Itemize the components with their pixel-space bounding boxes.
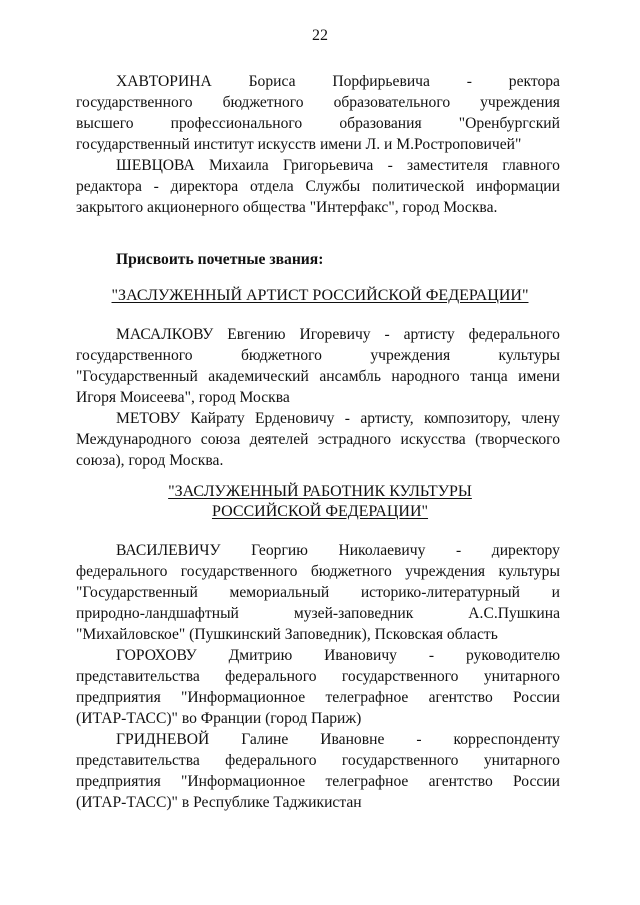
word: Галине: [241, 731, 289, 748]
word: Николаевичу: [338, 542, 426, 559]
word: Ивановне: [320, 731, 385, 748]
word: А.С.Пушкина: [468, 605, 560, 622]
gorokhov-line-1: [116, 646, 560, 666]
word: музей-заповедник: [293, 605, 414, 622]
word: главного: [502, 157, 560, 174]
shevtsov-line-1: [116, 156, 560, 176]
word: агентство: [428, 689, 493, 706]
word: Георгию: [251, 542, 308, 559]
word: агентство: [428, 773, 493, 790]
word: предприятия: [76, 689, 161, 706]
gridneva-line-2: [76, 751, 560, 771]
word: учреждения: [480, 94, 560, 111]
word: "Государственный: [76, 368, 198, 385]
word: "Информационное: [181, 773, 306, 790]
khavtorina-line-4: государственный институт искусств имени Л. и М.Ростроповичей": [76, 136, 522, 153]
khavtorina-line-3: [76, 114, 560, 134]
word: Ерденовичу: [255, 410, 335, 427]
word: Международного: [76, 431, 192, 448]
word: -: [153, 178, 159, 195]
word: мемориальный: [229, 584, 330, 601]
word: бюджетного: [310, 563, 392, 580]
word: унитарного: [483, 752, 560, 769]
word: России: [512, 689, 560, 706]
word: члену: [521, 410, 560, 427]
vasilevich-line-1: [116, 541, 560, 561]
vasilevich-line-4: [76, 604, 560, 624]
word: ШЕВЦОВА: [116, 157, 195, 174]
khavtorina-line-2: [76, 93, 560, 113]
word: федерального: [468, 326, 560, 343]
word: ХАВТОРИНА: [116, 73, 212, 90]
word: Ивановичу: [324, 647, 397, 664]
word: -: [387, 157, 393, 174]
page-number: 22: [312, 27, 328, 44]
word: федерального: [76, 563, 168, 580]
gorokhov-line-3: [76, 688, 560, 708]
word: предприятия: [76, 773, 161, 790]
word: политической: [372, 178, 465, 195]
khavtorina-line-1: [116, 72, 560, 92]
vasilevich-line-5: "Михайловское" (Пушкинский Заповедник), Псковская область: [76, 626, 498, 643]
word: профессионального: [170, 115, 303, 132]
gorokhov-line-4: (ИТАР-ТАСС)" во Франции (город Париж): [76, 710, 362, 727]
word: "Государственный: [76, 584, 198, 601]
title-honored-culture-worker-2: РОССИЙСКОЙ ФЕДЕРАЦИИ": [211, 503, 429, 520]
masalkov-line-1: [116, 325, 560, 345]
word: ректора: [508, 73, 560, 90]
word: эстрадного: [317, 431, 392, 448]
word: государственного: [341, 752, 459, 769]
word: государственного: [180, 563, 298, 580]
word: и: [551, 584, 560, 601]
word: отдела: [249, 178, 294, 195]
word: -: [455, 542, 462, 559]
word: представительства: [76, 668, 200, 685]
masalkov-line-3: [76, 367, 560, 387]
word: Бориса: [248, 73, 296, 90]
word: "Оренбургский: [458, 115, 560, 132]
word: директору: [491, 542, 560, 559]
vasilevich-line-2: [76, 562, 560, 582]
award-heading: Присвоить почетные звания:: [116, 251, 324, 268]
word: ВАСИЛЕВИЧУ: [116, 542, 221, 559]
word: представительства: [76, 752, 200, 769]
word: "Информационное: [181, 689, 306, 706]
word: природно-ландшафтный: [76, 605, 239, 622]
word: Дмитрию: [228, 647, 293, 664]
word: руководителю: [465, 647, 560, 664]
word: культуры: [498, 347, 560, 364]
word: историко-литературный: [360, 584, 520, 601]
gorokhov-line-2: [76, 667, 560, 687]
word: ГРИДНЕВОЙ: [116, 731, 210, 748]
word: Григорьевича: [283, 157, 374, 174]
word: -: [416, 731, 422, 748]
word: Евгению: [227, 326, 286, 343]
gridneva-line-3: [76, 772, 560, 792]
masalkov-line-4: Игоря Моисеева", город Москва: [76, 389, 290, 406]
metov-line-1: [116, 409, 560, 429]
word: имени: [518, 368, 560, 385]
word: высшего: [76, 115, 134, 132]
word: редактора: [76, 178, 142, 195]
masalkov-line-2: [76, 346, 560, 366]
word: учреждения: [370, 347, 451, 364]
word: бюджетного: [240, 347, 322, 364]
word: телеграфное: [325, 773, 409, 790]
word: унитарного: [483, 668, 560, 685]
word: деятелей: [249, 431, 309, 448]
word: государственного: [76, 94, 193, 111]
word: артисту,: [360, 410, 414, 427]
word: композитору,: [424, 410, 511, 427]
word: Кайрату: [190, 410, 245, 427]
shevtsov-line-2: [76, 177, 560, 197]
word: Игоревичу: [299, 326, 371, 343]
word: артисту: [403, 326, 455, 343]
word: ансамбль: [319, 368, 381, 385]
word: МАСАЛКОВУ: [116, 326, 214, 343]
word: ГОРОХОВУ: [116, 647, 197, 664]
word: -: [466, 73, 472, 90]
word: России: [512, 773, 560, 790]
word: заместителя: [407, 157, 489, 174]
word: бюджетного: [222, 94, 304, 111]
metov-line-2: [76, 430, 560, 450]
word: корреспонденту: [453, 731, 560, 748]
gridneva-line-1: [116, 730, 560, 750]
word: государственного: [76, 347, 193, 364]
word: Службы: [305, 178, 361, 195]
word: искусства: [400, 431, 466, 448]
word: (творческого: [475, 431, 560, 448]
title-honored-artist: "ЗАСЛУЖЕННЫЙ АРТИСТ РОССИЙСКОЙ ФЕДЕРАЦИИ": [111, 287, 529, 304]
word: учреждения: [405, 563, 486, 580]
word: МЕТОВУ: [116, 410, 181, 427]
word: академический: [208, 368, 309, 385]
word: -: [384, 326, 390, 343]
metov-line-3: союза), город Москва.: [76, 452, 224, 469]
word: директора: [170, 178, 239, 195]
vasilevich-line-3: [76, 583, 560, 603]
word: Порфирьевича: [332, 73, 430, 90]
word: народного: [391, 368, 460, 385]
word: федерального: [225, 668, 317, 685]
word: -: [428, 647, 435, 664]
word: союза: [200, 431, 241, 448]
word: танца: [470, 368, 508, 385]
title-honored-culture-worker-1: "ЗАСЛУЖЕННЫЙ РАБОТНИК КУЛЬТУРЫ: [168, 483, 472, 500]
word: образовательного: [333, 94, 451, 111]
word: образования: [339, 115, 422, 132]
word: телеграфное: [325, 689, 409, 706]
gridneva-line-4: (ИТАР-ТАСС)" в Республике Таджикистан: [76, 794, 362, 811]
word: Михаила: [208, 157, 269, 174]
word: информации: [476, 178, 560, 195]
word: культуры: [498, 563, 560, 580]
shevtsov-line-3: закрытого акционерного общества "Интерфакс", город Москва.: [76, 199, 498, 216]
word: федерального: [225, 752, 317, 769]
word: -: [344, 410, 350, 427]
word: государственного: [341, 668, 459, 685]
